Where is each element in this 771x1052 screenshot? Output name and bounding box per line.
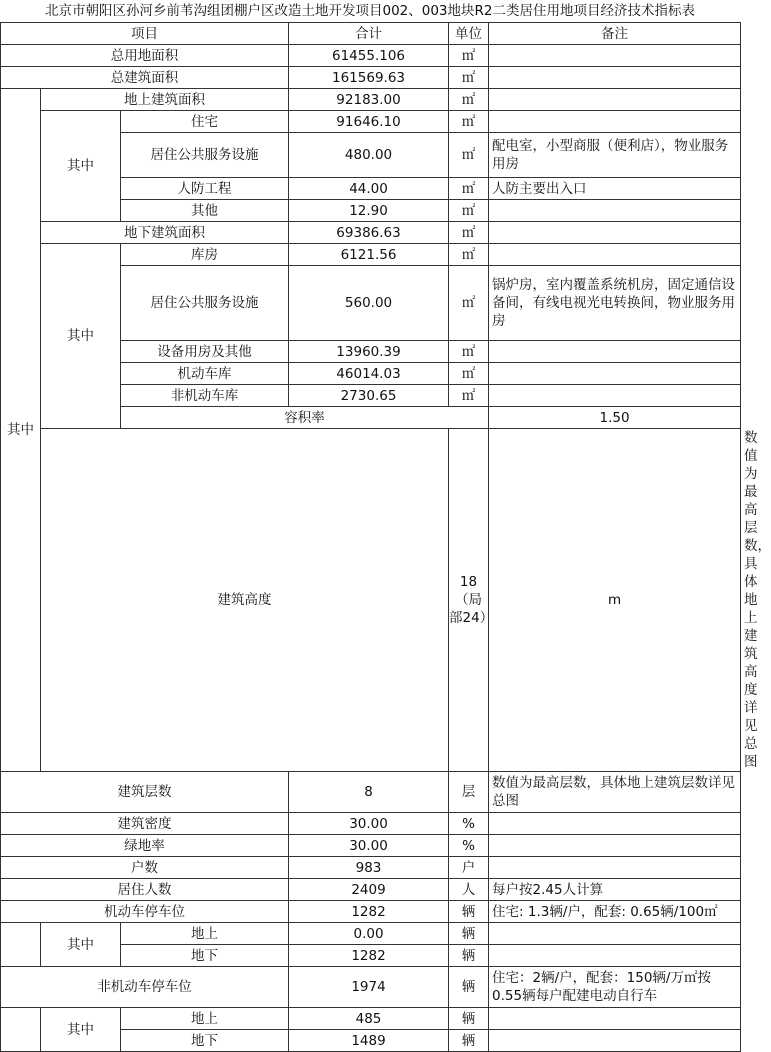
row-unit: 辆	[449, 967, 489, 1008]
row-note: 配电室，小型商服（便利店），物业服务用房	[489, 133, 741, 178]
row-unit: ㎡	[449, 244, 489, 266]
row-unit: 辆	[449, 923, 489, 945]
row-unit: ㎡	[449, 222, 489, 244]
row-name: 其他	[121, 200, 289, 222]
row-unit: 辆	[449, 1008, 489, 1030]
table-row	[1, 857, 741, 879]
blank-cell	[1, 1008, 41, 1052]
header-item: 项目	[1, 23, 289, 45]
row-value: 1489	[289, 1030, 449, 1052]
row-value: 92183.00	[289, 89, 449, 111]
row-unit: m	[489, 429, 741, 772]
row-name: 地上建筑面积	[41, 89, 289, 111]
group-label-building: 其中	[1, 89, 41, 772]
row-name: 住宅	[121, 111, 289, 133]
row-value: 0.00	[289, 923, 449, 945]
row-value: 983	[289, 857, 449, 879]
row-name: 地上	[121, 923, 289, 945]
table-row	[1, 835, 741, 857]
header-total: 合计	[289, 23, 449, 45]
row-unit: ㎡	[449, 89, 489, 111]
row-unit: 人	[449, 879, 489, 901]
row-unit: ㎡	[449, 200, 489, 222]
row-note	[489, 45, 741, 67]
row-note	[489, 67, 741, 89]
header-note: 备注	[489, 23, 741, 45]
row-value: 1.50	[489, 407, 741, 429]
row-value: 18（局部24）	[449, 429, 489, 772]
row-note	[489, 111, 741, 133]
row-note	[489, 244, 741, 266]
table-row	[1, 67, 741, 89]
row-value: 1974	[289, 967, 449, 1008]
row-note	[489, 363, 741, 385]
row-name: 居住公共服务设施	[121, 133, 289, 178]
row-note	[489, 222, 741, 244]
row-name: 机动车库	[121, 363, 289, 385]
table-row	[1, 45, 741, 67]
row-note: 住宅: 1.3辆/户，配套: 0.65辆/100㎡	[489, 901, 741, 923]
row-name: 绿地率	[1, 835, 289, 857]
row-value: 61455.106	[289, 45, 449, 67]
table-row	[1, 901, 741, 923]
table-row	[1, 923, 741, 945]
row-name: 建筑密度	[1, 813, 289, 835]
row-note: 人防主要出入口	[489, 178, 741, 200]
group-label-bike: 其中	[41, 1008, 121, 1052]
row-name: 总建筑面积	[1, 67, 289, 89]
row-name: 地上	[121, 1008, 289, 1030]
row-value: 91646.10	[289, 111, 449, 133]
table-row	[1, 967, 741, 1008]
row-note: 数值为最高层数，具体地上建筑层数详见总图	[489, 772, 741, 813]
row-unit: ㎡	[449, 45, 489, 67]
row-unit: ㎡	[449, 111, 489, 133]
group-label-under: 其中	[41, 244, 121, 429]
row-note	[489, 857, 741, 879]
header-unit: 单位	[449, 23, 489, 45]
row-value: 560.00	[289, 266, 449, 341]
row-name: 总用地面积	[1, 45, 289, 67]
row-note	[489, 1008, 741, 1030]
row-name: 非机动车库	[121, 385, 289, 407]
table-row: 建筑高度 18（局部24） m 数值为最高层数，具体地上建筑高度详见总图	[1, 429, 741, 772]
row-note: 锅炉房，室内覆盖系统机房，固定通信设备间，有线电视光电转换间，物业服务用房	[489, 266, 741, 341]
table-row	[1, 222, 741, 244]
row-value: 1282	[289, 945, 449, 967]
header-row	[1, 23, 741, 45]
table-row	[1, 89, 741, 111]
row-unit: ㎡	[449, 67, 489, 89]
row-value: 13960.39	[289, 341, 449, 363]
row-value: 69386.63	[289, 222, 449, 244]
row-name: 地下	[121, 1030, 289, 1052]
table-row	[1, 772, 741, 813]
row-note	[489, 835, 741, 857]
group-label-motor: 其中	[41, 923, 121, 967]
table-row	[1, 813, 741, 835]
table-row	[1, 244, 741, 266]
row-note: 住宅：2辆/户，配套：150辆/万㎡按0.55辆每户配建电动自行车	[489, 967, 741, 1008]
row-name: 人防工程	[121, 178, 289, 200]
row-name: 机动车停车位	[1, 901, 289, 923]
row-unit: 层	[449, 772, 489, 813]
row-unit: %	[449, 813, 489, 835]
row-value: 46014.03	[289, 363, 449, 385]
row-value: 44.00	[289, 178, 449, 200]
row-unit: %	[449, 835, 489, 857]
row-unit: ㎡	[449, 133, 489, 178]
row-name: 建筑层数	[1, 772, 289, 813]
row-unit: ㎡	[449, 341, 489, 363]
row-name: 设备用房及其他	[121, 341, 289, 363]
row-value: 1282	[289, 901, 449, 923]
row-note	[489, 813, 741, 835]
row-value: 161569.63	[289, 67, 449, 89]
row-note	[489, 89, 741, 111]
row-name: 库房	[121, 244, 289, 266]
row-note	[489, 1030, 741, 1052]
row-unit: 辆	[449, 901, 489, 923]
table-row	[1, 879, 741, 901]
table-title: 北京市朝阳区孙河乡前苇沟组团棚户区改造土地开发项目002、003地块R2二类居住用地项目经济技术指标表	[44, 3, 695, 19]
row-value: 8	[289, 772, 449, 813]
row-value: 6121.56	[289, 244, 449, 266]
row-value: 12.90	[289, 200, 449, 222]
row-unit: ㎡	[449, 385, 489, 407]
row-name: 居住人数	[1, 879, 289, 901]
row-note	[489, 945, 741, 967]
group-label-above: 其中	[41, 111, 121, 222]
row-value: 485	[289, 1008, 449, 1030]
row-note	[489, 923, 741, 945]
blank-cell	[1, 923, 41, 967]
table-row	[1, 1008, 741, 1030]
row-unit: 户	[449, 857, 489, 879]
row-note	[489, 200, 741, 222]
row-unit: ㎡	[449, 266, 489, 341]
table-row	[1, 111, 741, 133]
row-name: 地下建筑面积	[41, 222, 289, 244]
row-unit: 辆	[449, 1030, 489, 1052]
row-name: 居住公共服务设施	[121, 266, 289, 341]
row-note: 每户按2.45人计算	[489, 879, 741, 901]
row-value: 30.00	[289, 813, 449, 835]
row-value: 30.00	[289, 835, 449, 857]
row-value: 2409	[289, 879, 449, 901]
row-value: 2730.65	[289, 385, 449, 407]
row-value: 480.00	[289, 133, 449, 178]
row-name: 容积率	[121, 407, 489, 429]
row-unit: 辆	[449, 945, 489, 967]
row-note	[489, 341, 741, 363]
row-name: 非机动车停车位	[1, 967, 289, 1008]
row-unit: ㎡	[449, 363, 489, 385]
row-note	[489, 385, 741, 407]
indicator-table	[0, 22, 771, 1052]
row-name: 户数	[1, 857, 289, 879]
row-name: 建筑高度	[41, 429, 449, 772]
row-name: 地下	[121, 945, 289, 967]
row-unit: ㎡	[449, 178, 489, 200]
